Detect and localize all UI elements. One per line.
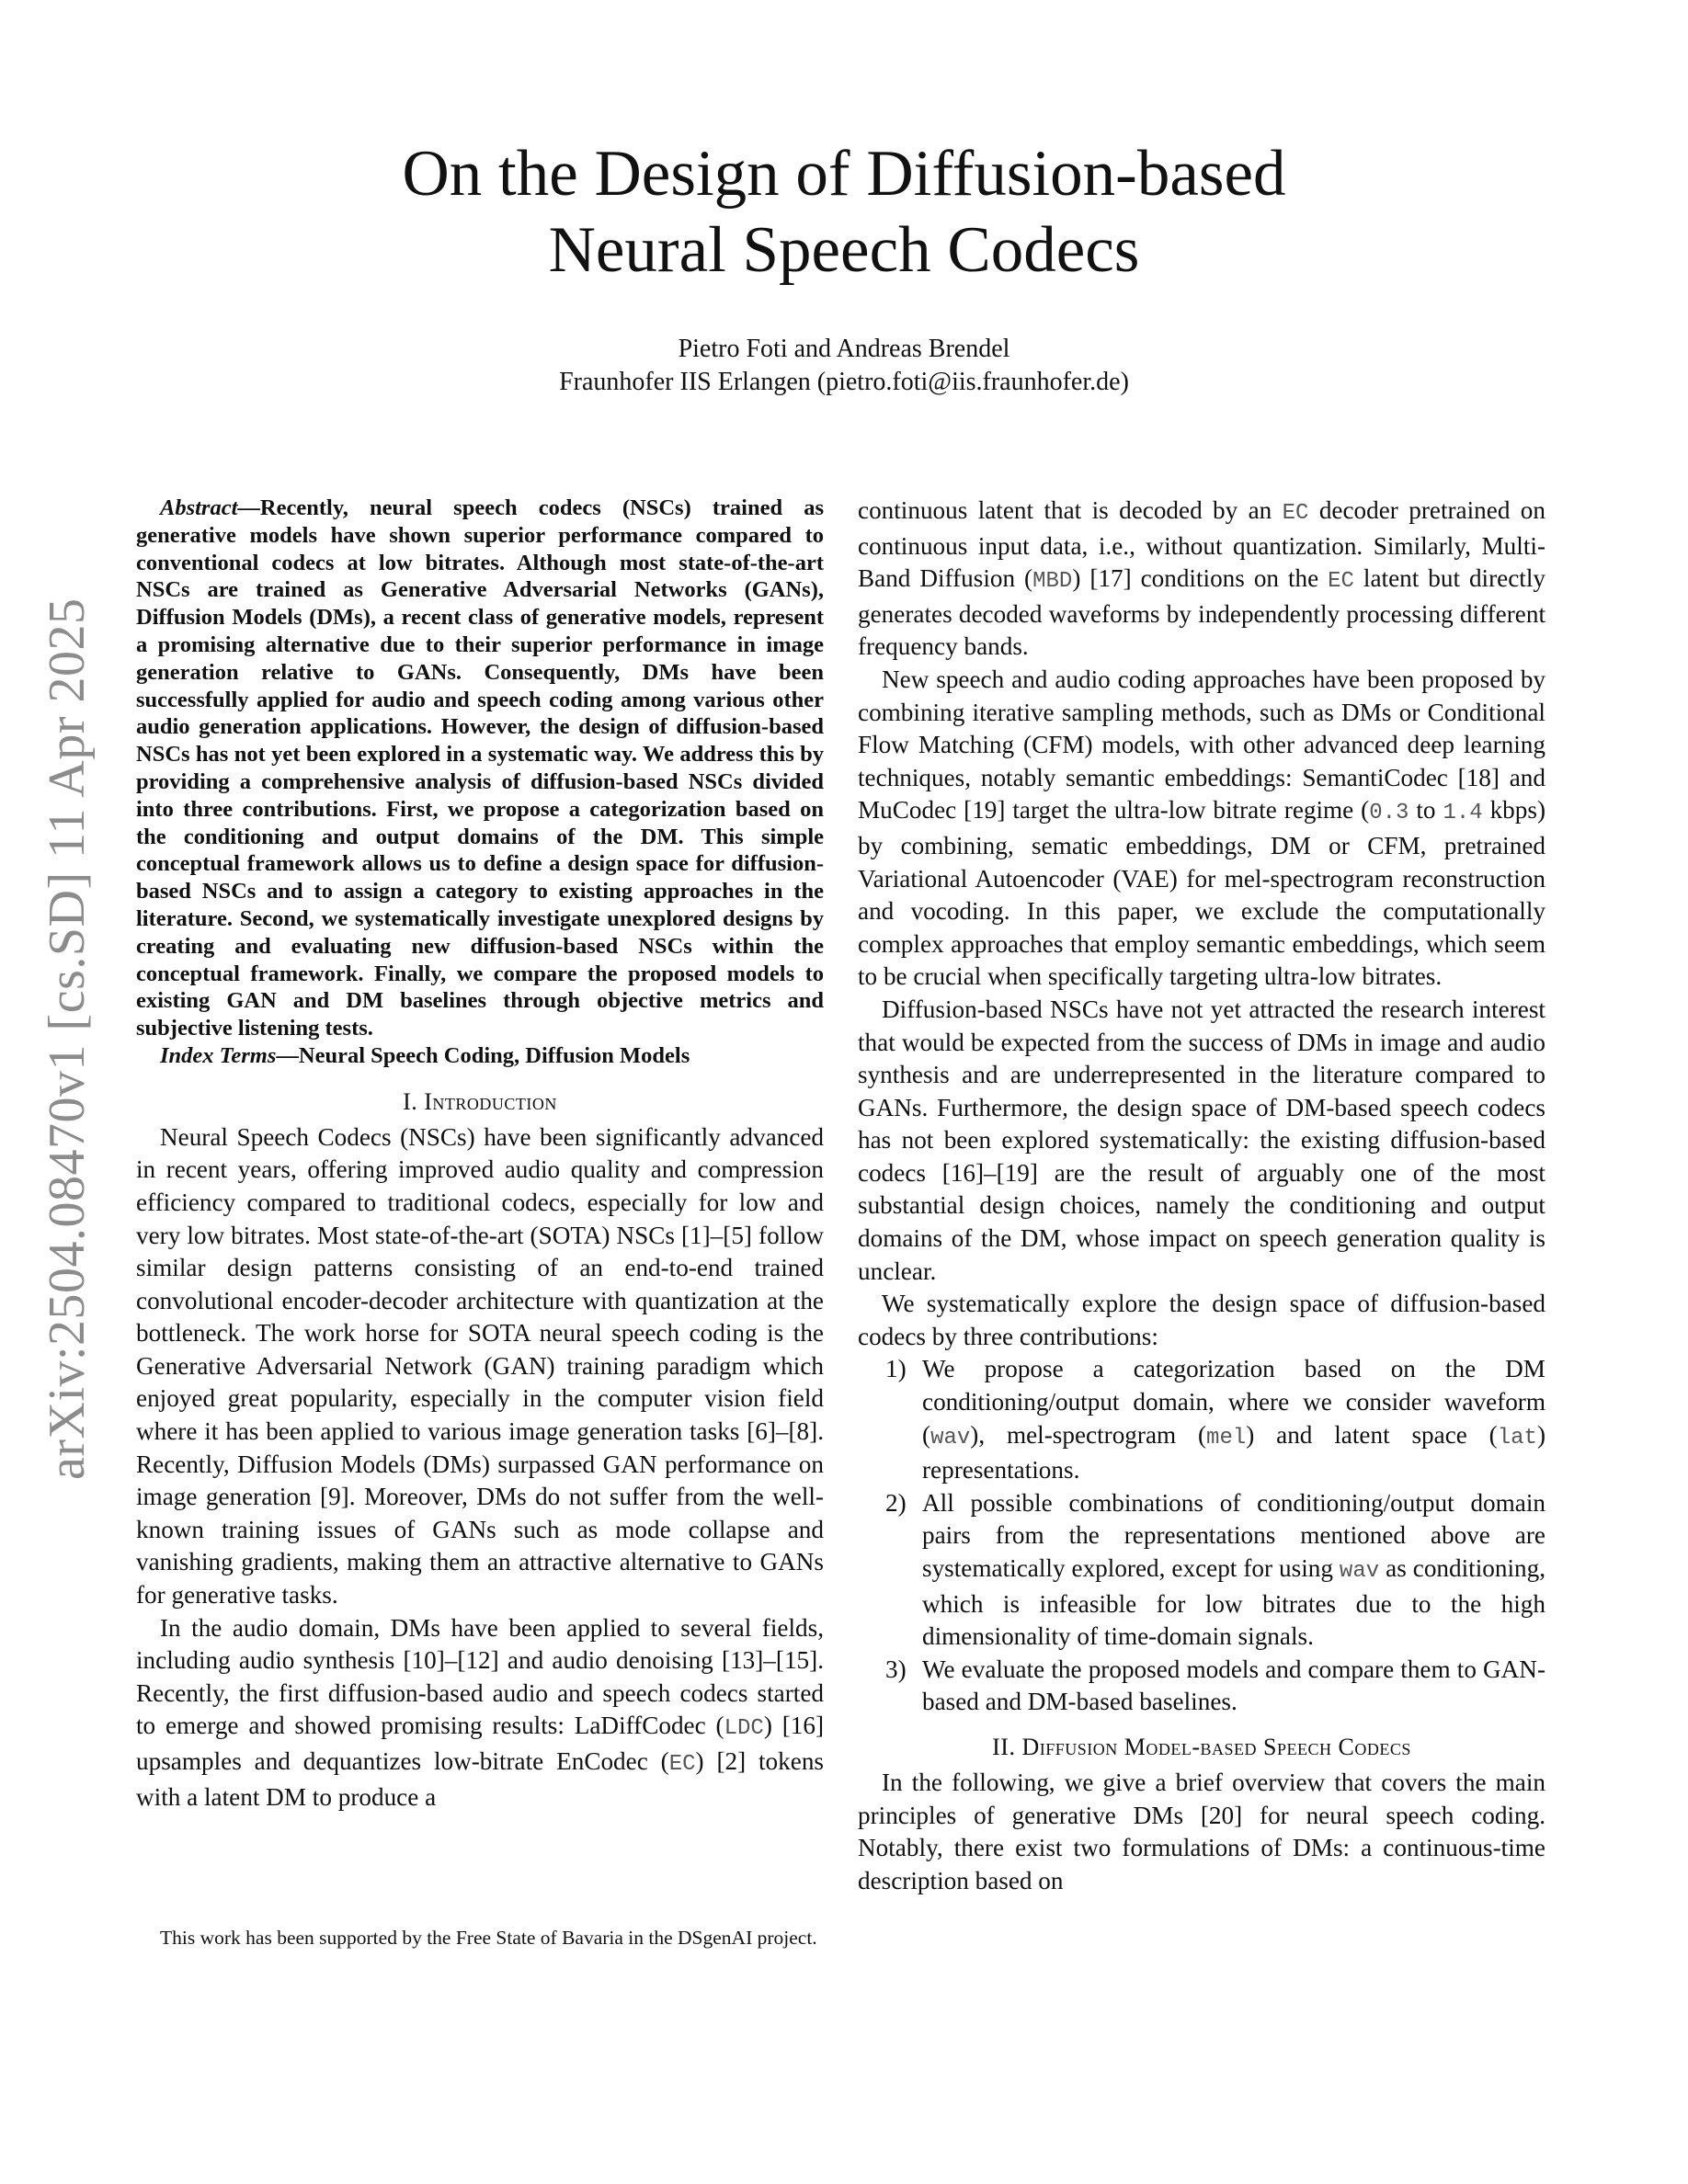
code-mel: mel bbox=[1206, 1425, 1247, 1450]
title-line-1: On the Design of Diffusion-based bbox=[402, 138, 1286, 210]
affiliation: Fraunhofer IIS Erlangen (pietro.foti@iis.fraunhofer.de) bbox=[559, 368, 1129, 396]
section-heading-dm-codecs: II. Diffusion Model-based Speech Codecs bbox=[992, 1733, 1411, 1760]
list-item: 3) We evaluate the proposed models and compare them to GAN-based and DM-based baselines. bbox=[885, 1655, 1545, 1716]
paper-title bbox=[276, 136, 1412, 289]
footnote: This work has been supported by the Free State of Bavaria in the DSgenAI project. bbox=[160, 1927, 817, 1949]
abstract-text: —Recently, neural speech codecs (NSCs) trained as generative models have shown superior performance compared to conventional codecs at low bitrates. Although most state-of-the-art NSCs are trained as Generative Adversarial Networks (GANs), Diffusion Models (DMs), a recent class of generative models, represent a promising alternative due to their superior performance in image generation relative to GANs. Consequently, DMs have been successfully applied for audio and speech coding among various other audio generation applications. However, the design of diffusion-based NSCs has not yet been explored in a systematic way. We address this by providing a comprehensive analysis of diffusion-based NSCs divided into three contributions. First, we propose a categorization based on the conditioning and output domains of the DM. This simple conceptual framework allows us to define a design space for diffusion-based NSCs and to assign a category to existing approaches in the literature. Second, we systematically investigate unexplored designs by creating and evaluating new diffusion-based NSCs within the conceptual framework. Finally, we compare the proposed models to existing GAN and DM baselines through objective metrics and subjective listening tests. bbox=[136, 495, 824, 1041]
left-column bbox=[136, 495, 824, 1814]
code-ec: EC bbox=[668, 1752, 696, 1778]
right-paragraph-4: We systematically explore the design space of diffusion-based codecs by three contributions: bbox=[858, 1290, 1545, 1350]
bitrate-low: 0.3 bbox=[1369, 801, 1409, 826]
code-wav: wav bbox=[1339, 1559, 1380, 1584]
list-item: 1) We propose a categorization based on the DM conditioning/output domain, where we consider waveform (wav), mel-spectrogram (mel) and latent space (lat) representations. bbox=[885, 1355, 1545, 1484]
right-column bbox=[858, 495, 1545, 1897]
code-ec: EC bbox=[1328, 569, 1354, 595]
section-heading-introduction: I. Introduction bbox=[403, 1087, 557, 1115]
authors: Pietro Foti and Andreas Brendel bbox=[678, 335, 1010, 363]
right-paragraph-2: New speech and audio coding approaches have been proposed by combining iterative sampling methods, such as DMs or Conditional Flow Matching (CFM) models, with other advanced deep learning techniques, notably semantic embeddings: SemantiCodec [18] and MuCodec [19] target the ultra-low bitrate regime (0.3 to 1.4 kbps) by combining, sematic embeddings, DM or CFM, pretrained Variational Autoencoder (VAE) for mel-spectrogram reconstruction and vocoding. In this paper, we exclude the computationally complex approaches that employ semantic embeddings, which seem to be crucial when specifically targeting ultra-low bitrates. bbox=[858, 665, 1545, 991]
list-item: 2) All possible combinations of conditioning/output domain pairs from the representations mentioned above are systematically explored, except for using wav as conditioning, which is infeasible for low bitrates due to the high dimensionality of time-domain signals. bbox=[885, 1488, 1545, 1651]
contributions-list bbox=[858, 1353, 1545, 1719]
index-terms-text: —Neural Speech Coding, Diffusion Models bbox=[276, 1042, 690, 1068]
bitrate-high: 1.4 bbox=[1443, 801, 1483, 826]
code-lat: lat bbox=[1497, 1425, 1537, 1450]
abstract bbox=[136, 495, 824, 1042]
intro-paragraph-1: Neural Speech Codecs (NSCs) have been significantly advanced in recent years, offering improved audio quality and compression efficiency compared to traditional codecs, especially for low and very low bitrates. Most state-of-the-art (SOTA) NSCs [1]–[5] follow similar design patterns consisting of an end-to-end trained convolutional encoder-decoder architecture with quantization at the bottleneck. The work horse for SOTA neural speech coding is the Generative Adversarial Network (GAN) training paradigm which enjoyed great popularity, especially in the computer vision field where it has been applied to various image generation tasks [6]–[8]. Recently, Diffusion Models (DMs) surpassed GAN performance on image generation [9]. Moreover, DMs do not suffer from the well-known training issues of GANs such as mode collapse and vanishing gradients, making them an attractive alternative to GANs for generative tasks. bbox=[136, 1122, 824, 1610]
code-mbd: MBD bbox=[1032, 569, 1073, 595]
title-line-2: Neural Speech Codecs bbox=[548, 214, 1140, 286]
right-paragraph-3: Diffusion-based NSCs have not yet attracted the research interest that would be expected from the success of DMs in image and audio synthesis and are underrepresented in the literature compared to GANs. Furthermore, the design space of DM-based speech codecs has not been explored systematically: the existing diffusion-based codecs [16]–[19] are the result of arguably one of the most substantial design choices, namely the conditioning and output domains of the DM, whose impact on speech generation quality is unclear. bbox=[858, 995, 1545, 1285]
intro-paragraph-2: In the audio domain, DMs have been applied to several fields, including audio synthesis [10]–[12] and audio denoising [13]–[15]. Recently, the first diffusion-based audio and speech codecs started to emerge and showed promising results: LaDiffCodec (LDC) [16] upsamples and dequantizes low-bitrate EnCodec (EC) [2] tokens with a latent DM to produce a bbox=[136, 1613, 824, 1811]
abstract-lead: Abstract bbox=[160, 495, 238, 520]
code-ldc: LDC bbox=[724, 1716, 764, 1742]
code-wav: wav bbox=[930, 1425, 971, 1450]
index-terms-lead: Index Terms bbox=[160, 1042, 277, 1068]
index-terms bbox=[136, 1042, 824, 1070]
right-paragraph-1: continuous latent that is decoded by an EC decoder pretrained on continuous input data, i.e., without quantization. Similarly, Multi-Band Diffusion (MBD) [17] conditions on the EC latent but directly generates decoded waveforms by independently processing different frequency bands. bbox=[858, 496, 1545, 661]
arxiv-identifier: arXiv:2504.08470v1 [cs.SD] 11 Apr 2025 bbox=[39, 597, 96, 1480]
code-ec: EC bbox=[1282, 501, 1309, 526]
right-paragraph-5: In the following, we give a brief overview that covers the main principles of generative DMs [20] for neural speech coding. Notably, there exist two formulations of DMs: a continuous-time description based on bbox=[858, 1768, 1545, 1894]
